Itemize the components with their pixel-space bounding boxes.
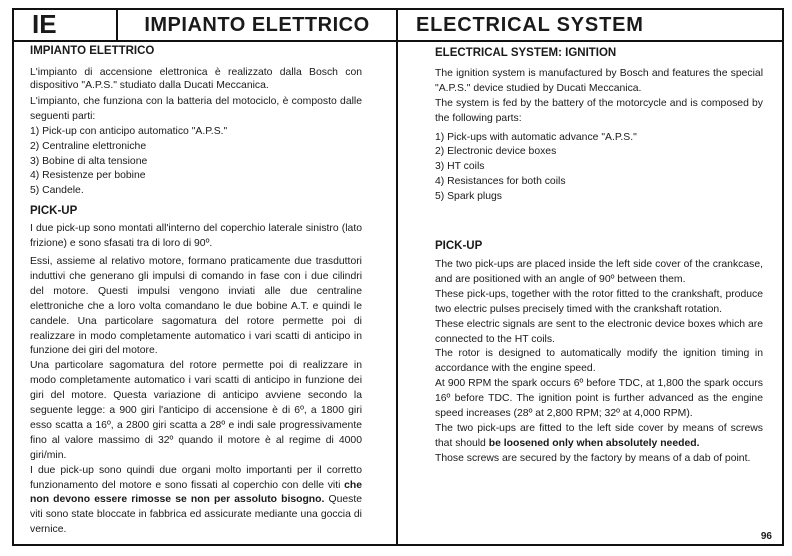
column-divider [396,8,398,546]
header-left [12,8,398,42]
paragraph: Those screws are secured by the factory by means of a dab of point. [435,452,751,464]
paragraph: L'impianto, che funziona con la batteria del motociclo, è composto dalle seguenti parti: [30,95,362,122]
paragraph: The two pick-ups are placed inside the left side cover of the crankcase, and are positioned with an angle of 90º between them. [435,258,763,285]
header-right [396,8,784,42]
list-item: 2) Centraline elettroniche [30,140,147,152]
list-item: 1) Pick-ups with automatic advance "A.P.S." [435,131,637,143]
bold-warning: che non devono essere rimosse se non per assoluto bisogno. [30,479,362,506]
list-item: 1) Pick-up con anticipo automatico "A.P.S." [30,125,228,137]
paragraph: L'impianto di accensione elettronica è realizzato dalla Bosch con dispositivo "A.P.S." studiato dalla Ducati Meccanica. [30,66,362,91]
paragraph: These pick-ups, together with the rotor fitted to the crankshaft, produce two electric pulses precisely timed with the crankshaft rotation. [435,288,763,315]
list-item: 2) Electronic device boxes [435,146,557,158]
list-item: 5) Spark plugs [435,191,502,203]
paragraph: I due pick-up sono montati all'interno del coperchio laterale sinistro (lato frizione) e sono sfasati tra di loro di 90º. [30,223,362,250]
paragraph: Essi, assieme al relativo motore, formano praticamente due trasduttori induttivi che generano gli impulsi di comando in fase con i due cilindri del motore. Questi impulsi vengono inviati alle due centraline elettroniche che a loro volta comandano le due bobine A.T. e quindi le candele. Una particolare sagomatura del rotore permette poi di realizzare in modo completamente automatico i vari scatti di anticipo in funzione dei giri del motore. [30,255,362,357]
list-item: 4) Resistances for both coils [435,176,566,188]
section-title-italian: IMPIANTO ELETTRICO [144,14,370,36]
paragraph [30,464,362,539]
heading-pickup: PICK-UP [30,205,78,218]
paragraph [435,422,763,452]
list-item: 5) Candele. [30,185,84,197]
list-item: 3) Bobine di alta tensione [30,155,148,167]
section-code: IE [12,8,118,40]
italian-column [30,44,362,538]
section-title-english: ELECTRICAL SYSTEM [416,14,644,36]
page-number: 96 [760,531,772,542]
heading-impianto: IMPIANTO ELETTRICO [30,45,155,57]
text-run: The two pick-ups are fitted to the left side cover by means of screws that should [435,422,763,449]
text-run: Queste viti sono state bloccate in fabbrica ed assicurate mediante una goccia di vernice. [30,494,362,536]
list-item: 3) HT coils [435,161,485,173]
paragraph: The system is fed by the battery of the motorcycle and is composed by the following parts: [435,97,763,124]
heading-ignition: ELECTRICAL SYSTEM: IGNITION [435,47,617,59]
text-run: I due pick-up sono quindi due organi molto importanti per il corretto funzionamento del motore e sono fissati al coperchio con delle viti [30,464,362,491]
paragraph: The ignition system is manufactured by Bosch and features the special "A.P.S." device studied by Ducati Meccanica. [435,67,763,94]
bold-warning: be loosened only when absolutely needed. [488,437,700,449]
paragraph: Una particolare sagomatura del rotore permette poi di realizzare in modo completamente automatico i vari scatti di anticipo in funzione dei giri del motore. Questa variazione di anticipo avviene secondo la seguente legge: a 900 giri l'anticipo di accensione è di 6º, a 1800 giri esso scatta a 16º, a 2800 giri scatta a 28º e indi sale progressivamente fino al valore massimo di 32º quando il motore è al regime di 4000 giri/min. [30,360,362,461]
paragraph: These electric signals are sent to the electronic device boxes which are connected to the HT coils. [435,318,763,345]
paragraph: The rotor is designed to automatically modify the ignition timing in accordance with the engine speed. [435,348,763,375]
english-column [435,46,763,467]
paragraph: At 900 RPM the spark occurs 6º before TDC, at 1,800 the spark occurs 16º before TDC. The ignition point is further advanced as the engine speed increases (28º at 2,800 RPM; 32º at 4,000 RPM). [435,378,763,420]
heading-pickup: PICK-UP [435,240,483,253]
list-item: 4) Resistenze per bobine [30,170,146,182]
